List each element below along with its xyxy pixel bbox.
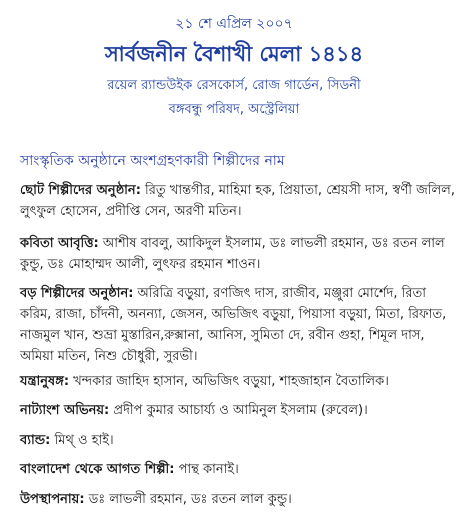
group-label: বাংলাদেশ থেকে আগত শিল্পী:	[20, 462, 175, 477]
event-organizer: বঙ্গবন্ধু পরিষদ, অস্ট্রেলিয়া	[168, 102, 300, 117]
group-label: নাট্যাংশ অভিনয়:	[20, 403, 110, 418]
group-label: কবিতা আবৃত্তি:	[20, 236, 99, 251]
group-band	[20, 430, 460, 451]
group-names: আশীষ বাবলু, আকিদুল ইসলাম, ডঃ লাভলী রহমান, ডঃ রতন লাল কুন্ডু, ডঃ মোহাম্মদ আলী, লুৎফর রহমান শাওন।	[20, 236, 445, 272]
event-venue: রয়েল র‍্যান্ডউইক রেসকোর্স, রোজ গার্ডেন, সিডনী	[107, 78, 361, 93]
group-names: খন্দকার জাহিদ হাসান, অভিজিৎ বড়ুয়া, শাহজাহান বৈতালিক।	[73, 374, 389, 389]
group-names: রিতু খান্তগীর, মাহিমা হক, প্রিয়াতা, শ্রেয়সী দাস, স্বর্ণী জলিল, লুৎফুল হোসেন, প্রদীপ্তি সেন, অরণী মতিন।	[20, 183, 455, 219]
group-label: ব্যান্ড:	[20, 433, 51, 448]
event-title: সার্বজনীন বৈশাখী মেলা ১৪১৪	[104, 42, 364, 66]
group-names: পান্থ কানাই।	[178, 462, 239, 477]
group-poetry-recitation	[20, 233, 460, 275]
group-names: প্রদীপ কুমার আচার্য্য ও আমিনুল ইসলাম (রুবেল)।	[113, 403, 368, 418]
group-instrumental	[20, 371, 460, 392]
group-names: মিথ্‌ ও হাই।	[54, 433, 114, 448]
group-children-performance	[20, 180, 460, 222]
section-title: সাংস্কৃতিক অনুষ্ঠানে অংশগ্রহণকারী শিল্পীদের নাম	[20, 153, 285, 169]
group-drama	[20, 400, 460, 421]
event-date: ২১ শে এপ্রিল ২০০৭	[175, 16, 293, 32]
group-names: অরিত্রি বড়ুয়া, রণজিৎ দাস, রাজীব, মঞ্জুরা মোর্শেদ, রিতা করিম, রাজা, চাঁদনী, অনন্যা, জেসন, অভিজিৎ বড়ুয়া, পিয়াসা বড়ুয়া, মিতা, রিফাত, নাজমুল খান, শুভ্রা মুস্তারিন,রুক্সানা, আনিস, সুমিতা দে, রবীন গুহা, শিমূল দাস, অমিয়া মতিন, নিশু চৌধুরী, সুরভী।	[20, 286, 447, 364]
group-presenters	[20, 489, 460, 510]
group-label: উপস্থাপনায়:	[20, 492, 85, 507]
group-names: ডঃ লাভলী রহমান, ডঃ রতন লাল কুন্ডু।	[88, 492, 292, 507]
group-label: ছোট শিল্পীদের অনুষ্ঠান:	[20, 183, 141, 198]
group-guest-artist	[20, 459, 460, 480]
group-label: বড় শিল্পীদের অনুষ্ঠান:	[20, 286, 134, 301]
group-adult-performance	[20, 283, 460, 367]
group-label: যন্ত্রানুষঙ্গ:	[20, 374, 70, 389]
